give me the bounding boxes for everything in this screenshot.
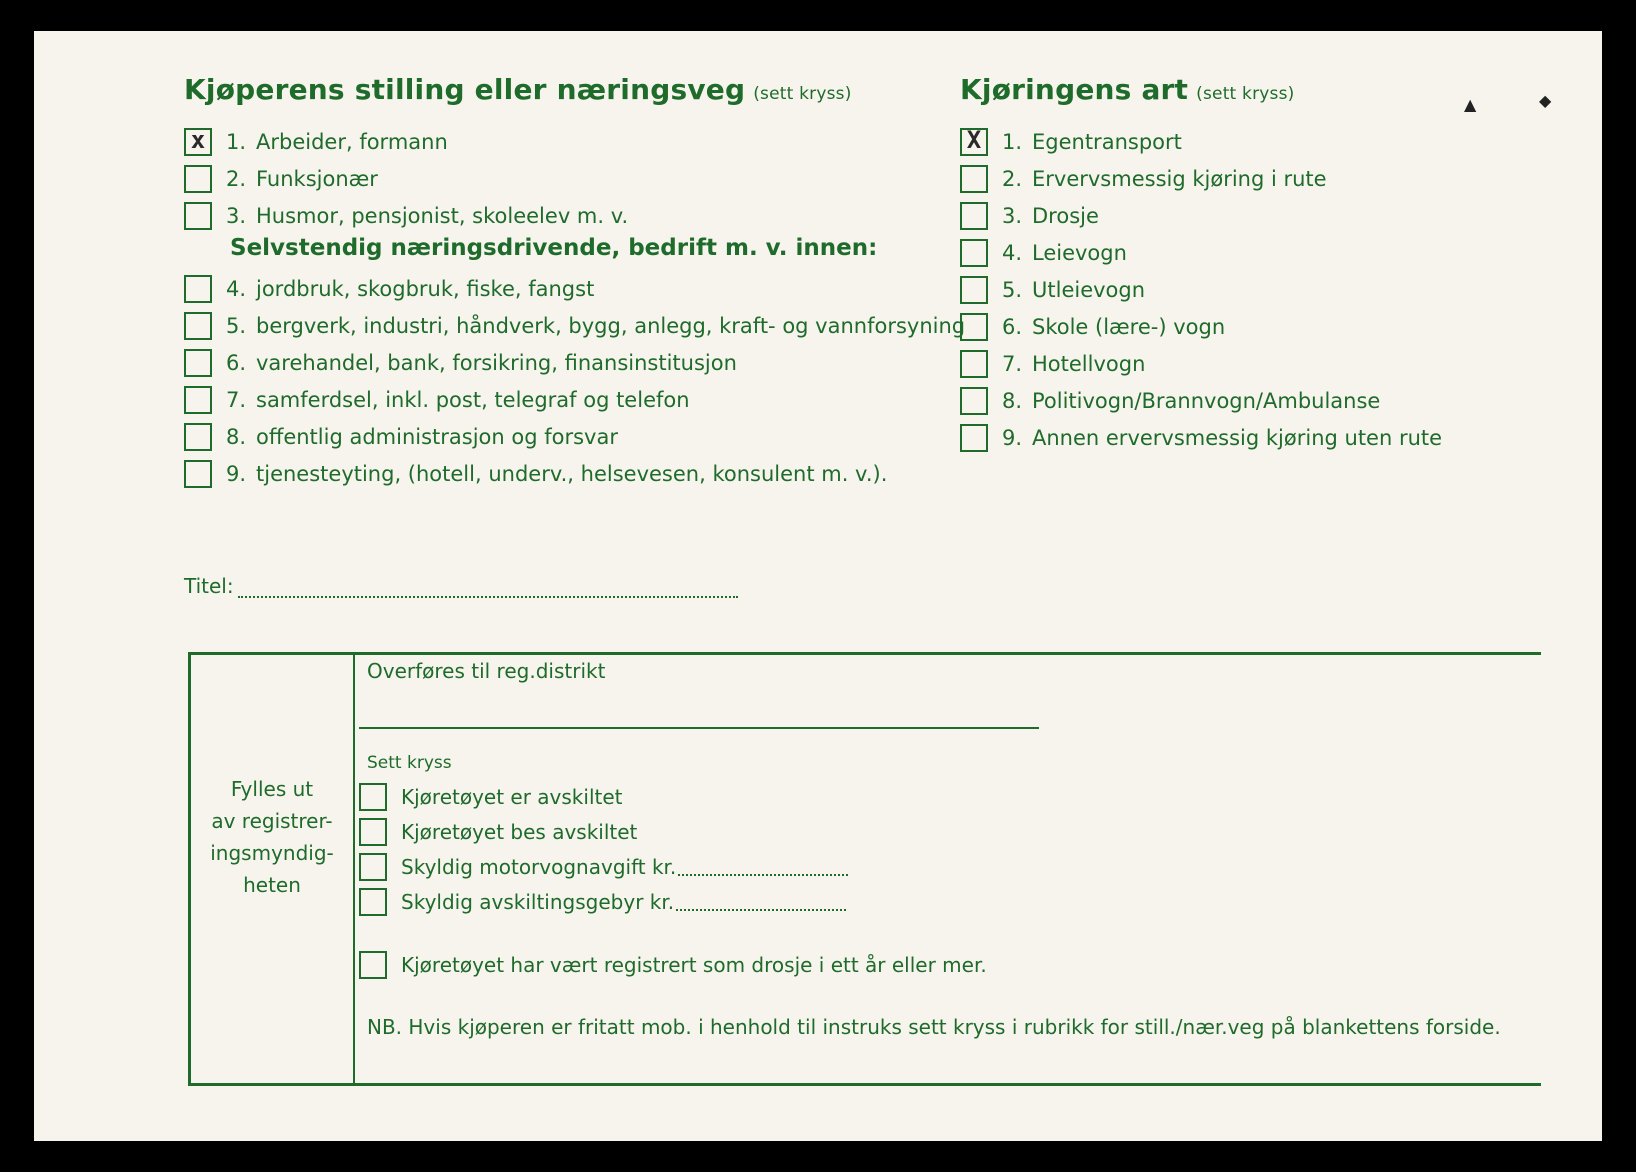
plate-fee-row[interactable] <box>359 888 846 916</box>
driving-type-item-5[interactable] <box>960 273 1145 307</box>
item-number: 5. <box>226 314 247 338</box>
occupation-checkbox-1[interactable] <box>184 128 212 156</box>
item-number: 2. <box>1002 167 1023 191</box>
plate-fee-label: Skyldig avskiltingsgebyr kr. <box>401 890 675 914</box>
taxi-registered-checkbox[interactable] <box>359 951 387 979</box>
item-label: bergverk, industri, håndverk, bygg, anlegg, kraft- og vannforsyning <box>256 314 966 338</box>
driving-type-checkbox-5[interactable] <box>960 276 988 304</box>
item-number: 8. <box>1002 389 1023 413</box>
occupation-item-9[interactable] <box>184 457 887 491</box>
driving-type-checkbox-4[interactable] <box>960 239 988 267</box>
driving-type-item-7[interactable] <box>960 347 1145 381</box>
item-label: Arbeider, formann <box>256 130 448 154</box>
item-number: 5. <box>1002 278 1023 302</box>
item-number: 6. <box>226 351 247 375</box>
item-label: varehandel, bank, forsikring, finansinstitusjon <box>256 351 737 375</box>
taxi-registered-row[interactable] <box>359 951 987 979</box>
occupation-checkbox-2[interactable] <box>184 165 212 193</box>
plates-request-checkbox[interactable] <box>359 818 387 846</box>
item-label: jordbruk, skogbruk, fiske, fangst <box>256 277 595 301</box>
authority-label-line: av registrer- <box>211 809 333 833</box>
item-label: Politivogn/Brannvogn/Ambulanse <box>1032 389 1381 413</box>
occupation-checkbox-4[interactable] <box>184 275 212 303</box>
item-label: Annen ervervsmessig kjøring uten rute <box>1032 426 1443 450</box>
item-number: 3. <box>226 204 247 228</box>
vehicle-tax-amount-line[interactable] <box>678 858 848 876</box>
ink-speck-icon: ▲ <box>1464 95 1477 114</box>
plates-removed-checkbox[interactable] <box>359 783 387 811</box>
item-number: 4. <box>226 277 247 301</box>
driving-type-checkbox-6[interactable] <box>960 313 988 341</box>
item-number: 6. <box>1002 315 1023 339</box>
occupation-item-6[interactable] <box>184 346 737 380</box>
item-label: Leievogn <box>1032 241 1127 265</box>
driving-type-item-4[interactable] <box>960 236 1127 270</box>
item-label: Skole (lære-) vogn <box>1032 315 1226 339</box>
column-divider <box>353 655 355 1083</box>
item-number: 2. <box>226 167 247 191</box>
buyer-occupation-heading <box>184 73 852 106</box>
title-field[interactable] <box>184 574 738 598</box>
transfer-district-line[interactable] <box>359 727 1039 729</box>
vehicle-tax-row[interactable] <box>359 853 848 881</box>
occupation-checkbox-8[interactable] <box>184 423 212 451</box>
occupation-checkbox-7[interactable] <box>184 386 212 414</box>
taxi-registered-label: Kjøretøyet har vært registrert som drosje i ett år eller mer. <box>401 953 987 977</box>
occupation-checkbox-3[interactable] <box>184 202 212 230</box>
occupation-item-7[interactable] <box>184 383 690 417</box>
occupation-item-4[interactable] <box>184 272 594 306</box>
occupation-checkbox-9[interactable] <box>184 460 212 488</box>
driving-type-item-9[interactable] <box>960 421 1442 455</box>
item-number: 1. <box>1002 130 1023 154</box>
plates-request-row[interactable] <box>359 818 637 846</box>
item-number: 1. <box>226 130 247 154</box>
plate-fee-checkbox[interactable] <box>359 888 387 916</box>
plates-removed-label: Kjøretøyet er avskiltet <box>401 785 623 809</box>
item-label: Utleievogn <box>1032 278 1146 302</box>
check-hint: Sett kryss <box>367 753 452 773</box>
authority-label-line: ingsmyndig- <box>210 841 334 865</box>
occupation-item-2[interactable] <box>184 162 378 196</box>
item-number: 3. <box>1002 204 1023 228</box>
item-number: 7. <box>226 388 247 412</box>
driving-type-item-1[interactable] <box>960 125 1182 159</box>
occupation-item-1[interactable] <box>184 125 448 159</box>
item-label: Ervervsmessig kjøring i rute <box>1032 167 1327 191</box>
driving-type-item-3[interactable] <box>960 199 1099 233</box>
driving-type-checkbox-8[interactable] <box>960 387 988 415</box>
driving-type-hint: (sett kryss) <box>1196 84 1295 104</box>
driving-type-item-2[interactable] <box>960 162 1327 196</box>
driving-type-heading <box>960 73 1294 106</box>
form-sheet <box>34 31 1602 1141</box>
driving-type-checkbox-2[interactable] <box>960 165 988 193</box>
item-label: Hotellvogn <box>1032 352 1146 376</box>
driving-type-checkbox-9[interactable] <box>960 424 988 452</box>
authority-label-line: heten <box>243 873 301 897</box>
item-label: Funksjonær <box>256 167 378 191</box>
vehicle-tax-label: Skyldig motorvognavgift kr. <box>401 855 677 879</box>
driving-type-checkbox-7[interactable] <box>960 350 988 378</box>
item-label: Husmor, pensjonist, skoleelev m. v. <box>256 204 629 228</box>
driving-type-title: Kjøringens art <box>960 73 1189 106</box>
nb-note: NB. Hvis kjøperen er fritatt mob. i henhold til instruks sett kryss i rubrikk for still./nær.veg på blankettens forside. <box>367 1015 1501 1039</box>
buyer-occupation-title: Kjøperens stilling eller næringsveg <box>184 73 746 106</box>
occupation-item-3[interactable] <box>184 199 628 233</box>
item-label: Egentransport <box>1032 130 1182 154</box>
item-number: 8. <box>226 425 247 449</box>
item-number: 9. <box>1002 426 1023 450</box>
buyer-occupation-hint: (sett kryss) <box>753 84 852 104</box>
check-mark: X <box>966 126 982 154</box>
item-label: offentlig administrasjon og forsvar <box>256 425 618 449</box>
plates-removed-row[interactable] <box>359 783 623 811</box>
item-label: samferdsel, inkl. post, telegraf og telefon <box>256 388 690 412</box>
occupation-checkbox-5[interactable] <box>184 312 212 340</box>
item-label: Drosje <box>1032 204 1099 228</box>
title-field-dotted-line[interactable] <box>238 578 738 598</box>
driving-type-item-8[interactable] <box>960 384 1380 418</box>
authority-label <box>191 773 353 901</box>
item-number: 9. <box>226 462 247 486</box>
occupation-item-8[interactable] <box>184 420 618 454</box>
transfer-district-label: Overføres til reg.distrikt <box>367 659 606 683</box>
authority-label-line: Fylles ut <box>230 777 314 801</box>
occupation-checkbox-6[interactable] <box>184 349 212 377</box>
check-mark: x <box>190 126 206 154</box>
item-number: 7. <box>1002 352 1023 376</box>
plate-fee-amount-line[interactable] <box>676 893 846 911</box>
item-label: tjenesteyting, (hotell, underv., helsevesen, konsulent m. v.). <box>256 462 888 486</box>
title-field-label: Titel: <box>184 574 234 598</box>
driving-type-checkbox-1[interactable] <box>960 128 988 156</box>
driving-type-item-6[interactable] <box>960 310 1225 344</box>
vehicle-tax-checkbox[interactable] <box>359 853 387 881</box>
self-employed-subheading: Selvstendig næringsdrivende, bedrift m. v. innen: <box>230 235 878 261</box>
ink-speck-icon: ◆ <box>1539 91 1552 110</box>
registration-authority-box <box>188 652 1541 1086</box>
plates-request-label: Kjøretøyet bes avskiltet <box>401 820 638 844</box>
occupation-item-5[interactable] <box>184 309 965 343</box>
item-number: 4. <box>1002 241 1023 265</box>
driving-type-checkbox-3[interactable] <box>960 202 988 230</box>
